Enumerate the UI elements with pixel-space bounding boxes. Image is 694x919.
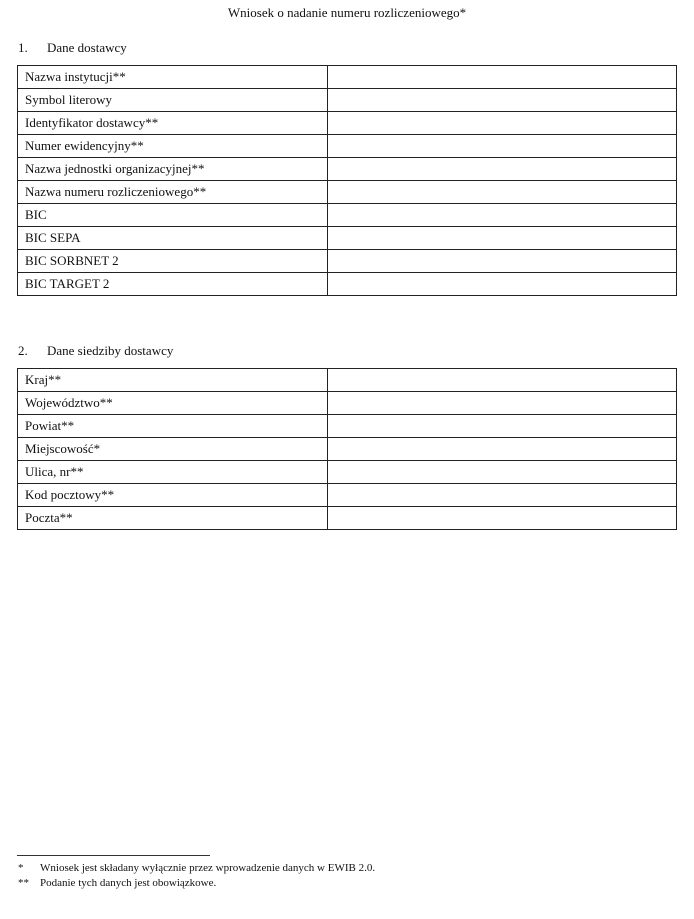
table-row (18, 112, 677, 135)
supplier-seat-table (17, 368, 677, 530)
field-value-bic-sorbnet2[interactable] (328, 250, 677, 273)
footnote-text: Podanie tych danych jest obowiązkowe. (40, 877, 217, 889)
document-title: Wniosek o nadanie numeru rozliczeniowego* (227, 5, 467, 20)
table-row (18, 204, 677, 227)
supplier-data-table (17, 65, 677, 296)
section-number: 2. (18, 343, 28, 358)
field-value-country[interactable] (328, 369, 677, 392)
section-title: Dane dostawcy (47, 40, 127, 55)
field-label-supplier-id: Identyfikator dostawcy** (18, 112, 328, 135)
section-heading-supplier-seat (18, 343, 173, 359)
table-row (18, 181, 677, 204)
table-row (18, 227, 677, 250)
footnote-mark: * (18, 862, 24, 874)
field-value-city[interactable] (328, 438, 677, 461)
field-label-bic-target2: BIC TARGET 2 (18, 273, 328, 296)
footnotes (18, 861, 375, 891)
field-label-bic-sorbnet2: BIC SORBNET 2 (18, 250, 328, 273)
field-value-voivodeship[interactable] (328, 392, 677, 415)
table-row (18, 66, 677, 89)
field-label-registration-number: Numer ewidencyjny** (18, 135, 328, 158)
table-row (18, 392, 677, 415)
field-label-letter-symbol: Symbol literowy (18, 89, 328, 112)
field-label-street: Ulica, nr** (18, 461, 328, 484)
footnote (18, 861, 375, 876)
table-row (18, 135, 677, 158)
field-label-bic-sepa: BIC SEPA (18, 227, 328, 250)
footnote-mark: ** (18, 877, 29, 889)
field-value-registration-number[interactable] (328, 135, 677, 158)
field-label-settlement-number-name: Nazwa numeru rozliczeniowego** (18, 181, 328, 204)
field-value-bic-target2[interactable] (328, 273, 677, 296)
field-label-district: Powiat** (18, 415, 328, 438)
field-value-settlement-number-name[interactable] (328, 181, 677, 204)
field-label-post-office: Poczta** (18, 507, 328, 530)
field-label-institution-name: Nazwa instytucji** (18, 66, 328, 89)
table-row (18, 369, 677, 392)
table-row (18, 89, 677, 112)
table-row (18, 158, 677, 181)
field-label-voivodeship: Województwo** (18, 392, 328, 415)
field-label-country: Kraj** (18, 369, 328, 392)
table-row (18, 507, 677, 530)
field-value-supplier-id[interactable] (328, 112, 677, 135)
footnote-text: Wniosek jest składany wyłącznie przez wprowadzenie danych w EWIB 2.0. (40, 862, 376, 874)
table-row (18, 250, 677, 273)
table-row (18, 461, 677, 484)
table-row (18, 415, 677, 438)
field-value-post-office[interactable] (328, 507, 677, 530)
table-row (18, 273, 677, 296)
section-heading-supplier (18, 40, 127, 56)
field-value-bic[interactable] (328, 204, 677, 227)
field-value-street[interactable] (328, 461, 677, 484)
section-number: 1. (18, 40, 28, 55)
field-value-district[interactable] (328, 415, 677, 438)
table-row (18, 484, 677, 507)
field-value-org-unit-name[interactable] (328, 158, 677, 181)
section-title: Dane siedziby dostawcy (47, 343, 174, 358)
field-value-institution-name[interactable] (328, 66, 677, 89)
field-value-letter-symbol[interactable] (328, 89, 677, 112)
field-label-org-unit-name: Nazwa jednostki organizacyjnej** (18, 158, 328, 181)
field-value-postal-code[interactable] (328, 484, 677, 507)
field-label-postal-code: Kod pocztowy** (18, 484, 328, 507)
field-label-bic: BIC (18, 204, 328, 227)
footnote (18, 876, 375, 891)
footnote-divider (17, 855, 210, 856)
field-label-city: Miejscowość* (18, 438, 328, 461)
table-row (18, 438, 677, 461)
field-value-bic-sepa[interactable] (328, 227, 677, 250)
